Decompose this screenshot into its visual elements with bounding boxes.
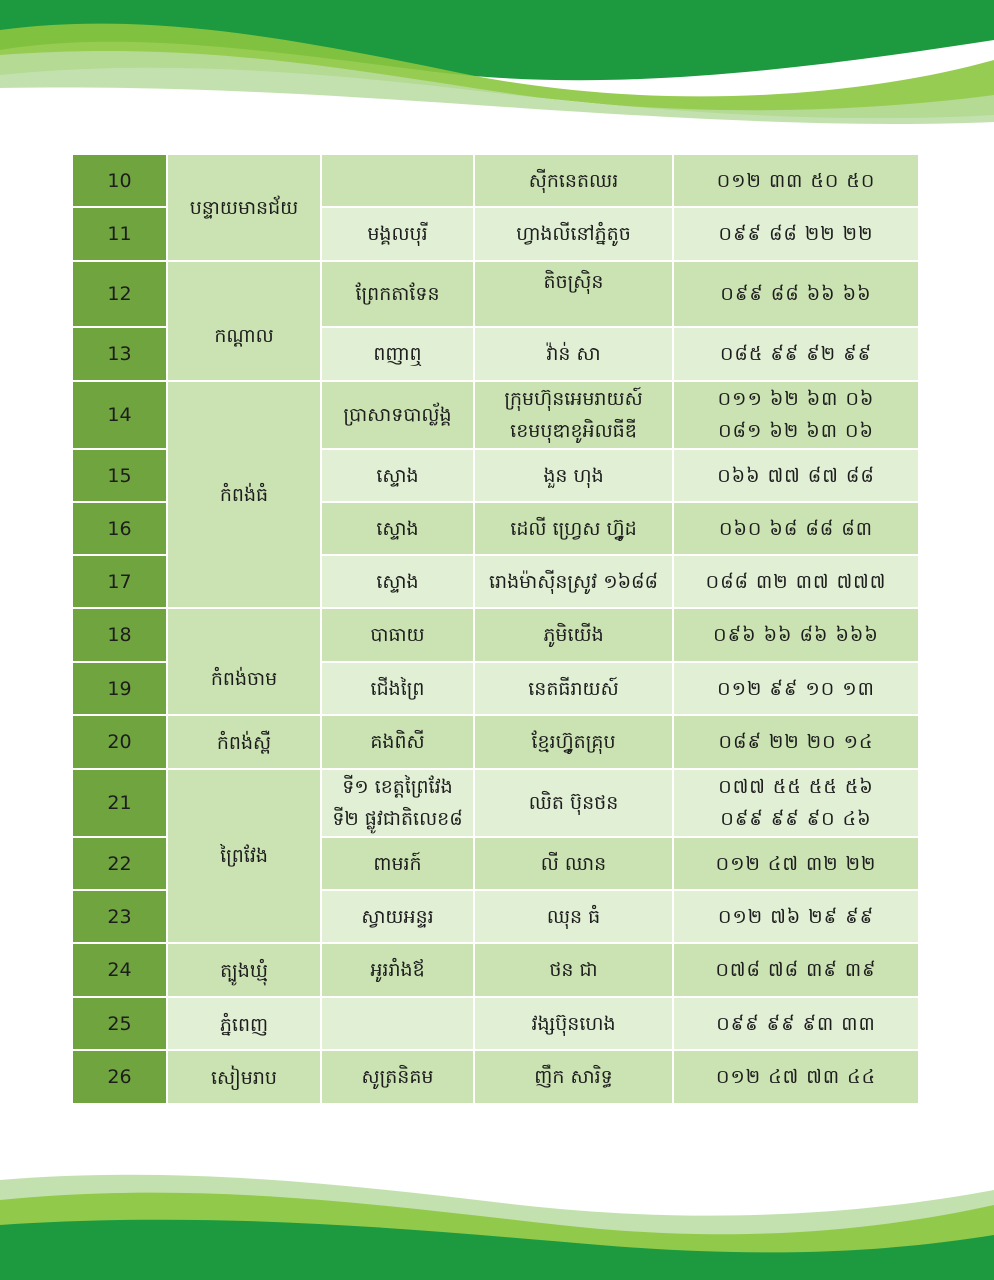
row-number: 13 — [72, 327, 167, 381]
row-number: 11 — [72, 207, 167, 261]
district-cell: សូត្រនិគម — [321, 1050, 474, 1104]
dealer-cell: លី ឈាន — [474, 837, 673, 890]
district-cell: ពញាឮ — [321, 327, 474, 381]
phone-cell: ០៦៦ ៧៧ ៨៧ ៨៨ — [673, 449, 919, 502]
dealer-cell: វ៉ាន់ សា — [474, 327, 673, 381]
phone-cell: ០១២ ៣៣ ៥០ ៥០ — [673, 154, 919, 207]
district-line: ទី១ ខេត្តព្រៃវែង — [342, 776, 453, 798]
phone-cell: ០៩៩ ៨៨ ២២ ២២ — [673, 207, 919, 261]
dealer-cell: ស៊ីកនេតឈរ — [474, 154, 673, 207]
district-cell: ពាមរក៍ — [321, 837, 474, 890]
district-cell: ស្វាយអន្ទរ — [321, 890, 474, 943]
dealer-cell: ងួន ហុង — [474, 449, 673, 502]
phone-cell: ០៨៩ ២២ ២០ ១៤ — [673, 715, 919, 769]
dealer-cell: ភូមិយើង — [474, 608, 673, 662]
row-number: 17 — [72, 555, 167, 608]
table-row — [72, 381, 919, 449]
phone-cell: ០៧៨ ៧៨ ៣៩ ៣៩ — [673, 943, 919, 997]
phone-cell — [673, 769, 919, 837]
table-row — [72, 943, 919, 997]
row-number: 26 — [72, 1050, 167, 1104]
dealer-cell: ថន ជា — [474, 943, 673, 997]
district-cell — [321, 997, 474, 1050]
table-row — [72, 154, 919, 207]
phone-line: ០៩៩ ៩៩ ៩០ ៤៦ — [720, 808, 872, 830]
row-number: 19 — [72, 662, 167, 715]
row-number: 21 — [72, 769, 167, 837]
row-number: 14 — [72, 381, 167, 449]
dealer-cell: វង្សប៊ុនហេង — [474, 997, 673, 1050]
phone-cell: ០៨៥ ៩៩ ៩២ ៩៩ — [673, 327, 919, 381]
dealer-cell: ឈុន ធំ — [474, 890, 673, 943]
dealer-table — [71, 153, 920, 1105]
district-cell: ស្ទោង — [321, 449, 474, 502]
dealer-cell — [474, 381, 673, 449]
dealer-cell: រោងម៉ាស៊ីនស្រូវ ១៦៨៨ — [474, 555, 673, 608]
district-cell: មង្គលបុរី — [321, 207, 474, 261]
phone-cell: ០១២ ៩៩ ១០ ១៣ — [673, 662, 919, 715]
table-row — [72, 1050, 919, 1104]
phone-cell: ០១២ ៤៧ ៧៣ ៤៤ — [673, 1050, 919, 1104]
phone-cell: ០៩៦ ៦៦ ៨៦ ៦៦៦ — [673, 608, 919, 662]
row-number: 12 — [72, 261, 167, 327]
district-cell: ជើងព្រៃ — [321, 662, 474, 715]
province-cell: ព្រៃវែង — [167, 769, 321, 943]
row-number: 18 — [72, 608, 167, 662]
dealer-line: ខេមបុឌាខូអិលធីឌី — [510, 420, 637, 442]
table-row — [72, 608, 919, 662]
province-cell: ភ្នំពេញ — [167, 997, 321, 1050]
province-cell: កណ្តាល — [167, 261, 321, 381]
row-number: 10 — [72, 154, 167, 207]
dealer-line: ក្រុមហ៊ុនអេមរាយស៍ — [504, 388, 643, 410]
province-cell: កំពង់ស្ពឺ — [167, 715, 321, 769]
phone-cell: ០១២ ៧៦ ២៩ ៩៩ — [673, 890, 919, 943]
dealer-cell: ខ្មែរហ្វ៊ូតគ្រុប — [474, 715, 673, 769]
district-cell: បាធាយ — [321, 608, 474, 662]
district-cell: ស្ទោង — [321, 555, 474, 608]
table-row — [72, 769, 919, 837]
row-number: 25 — [72, 997, 167, 1050]
district-cell: អូររាំងឪ — [321, 943, 474, 997]
row-number: 15 — [72, 449, 167, 502]
district-cell — [321, 154, 474, 207]
phone-line: ០៨១ ៦២ ៦៣ ០៦ — [718, 420, 874, 442]
row-number: 20 — [72, 715, 167, 769]
dealer-cell: ញឹក សារិទ្ធ — [474, 1050, 673, 1104]
phone-cell — [673, 381, 919, 449]
district-cell: ស្ទោង — [321, 502, 474, 555]
phone-cell: ០១២ ៤៧ ៣២ ២២ — [673, 837, 919, 890]
phone-cell: ០៨៨ ៣២ ៣៧ ៧៧៧ — [673, 555, 919, 608]
phone-cell: ០៩៩ ៩៩ ៩៣ ៣៣ — [673, 997, 919, 1050]
top-wave-decoration — [0, 0, 994, 130]
dealer-cell: ហ្វាងលីនៅភ្នំតូច — [474, 207, 673, 261]
row-number: 24 — [72, 943, 167, 997]
district-line: ទី២ ផ្លូវជាតិលេខ៨ — [332, 808, 463, 830]
province-cell: ត្បូងឃ្មុំ — [167, 943, 321, 997]
bottom-wave-decoration — [0, 1160, 994, 1280]
province-cell: សៀមរាប — [167, 1050, 321, 1104]
phone-line: ០៧៧ ៥៥ ៥៥ ៥៦ — [718, 776, 874, 798]
dealer-cell: តិចស្រ៊ិន — [474, 261, 673, 327]
phone-cell: ០៦០ ៦៨ ៨៨ ៨៣ — [673, 502, 919, 555]
district-cell: ព្រែកតាទែន — [321, 261, 474, 327]
district-cell — [321, 769, 474, 837]
district-cell: ប្រាសាទបាល្ល័ង្គ — [321, 381, 474, 449]
province-cell: បន្ទាយមានជ័យ — [167, 154, 321, 261]
province-cell: កំពង់ធំ — [167, 381, 321, 608]
table-row — [72, 715, 919, 769]
row-number: 23 — [72, 890, 167, 943]
phone-line: ០១១ ៦២ ៦៣ ០៦ — [717, 388, 875, 410]
row-number: 16 — [72, 502, 167, 555]
province-cell: កំពង់ចាម — [167, 608, 321, 715]
district-cell: គងពិសី — [321, 715, 474, 769]
table-row — [72, 261, 919, 327]
row-number: 22 — [72, 837, 167, 890]
phone-cell: ០៩៩ ៨៨ ៦៦ ៦៦ — [673, 261, 919, 327]
dealer-cell: ឈិត ប៊ុនថន — [474, 769, 673, 837]
dealer-cell: ដេលី ហ្វ្រេស ហ្វ៊ូដ — [474, 502, 673, 555]
dealer-cell: នេតធីរាយស៍ — [474, 662, 673, 715]
table-row — [72, 997, 919, 1050]
